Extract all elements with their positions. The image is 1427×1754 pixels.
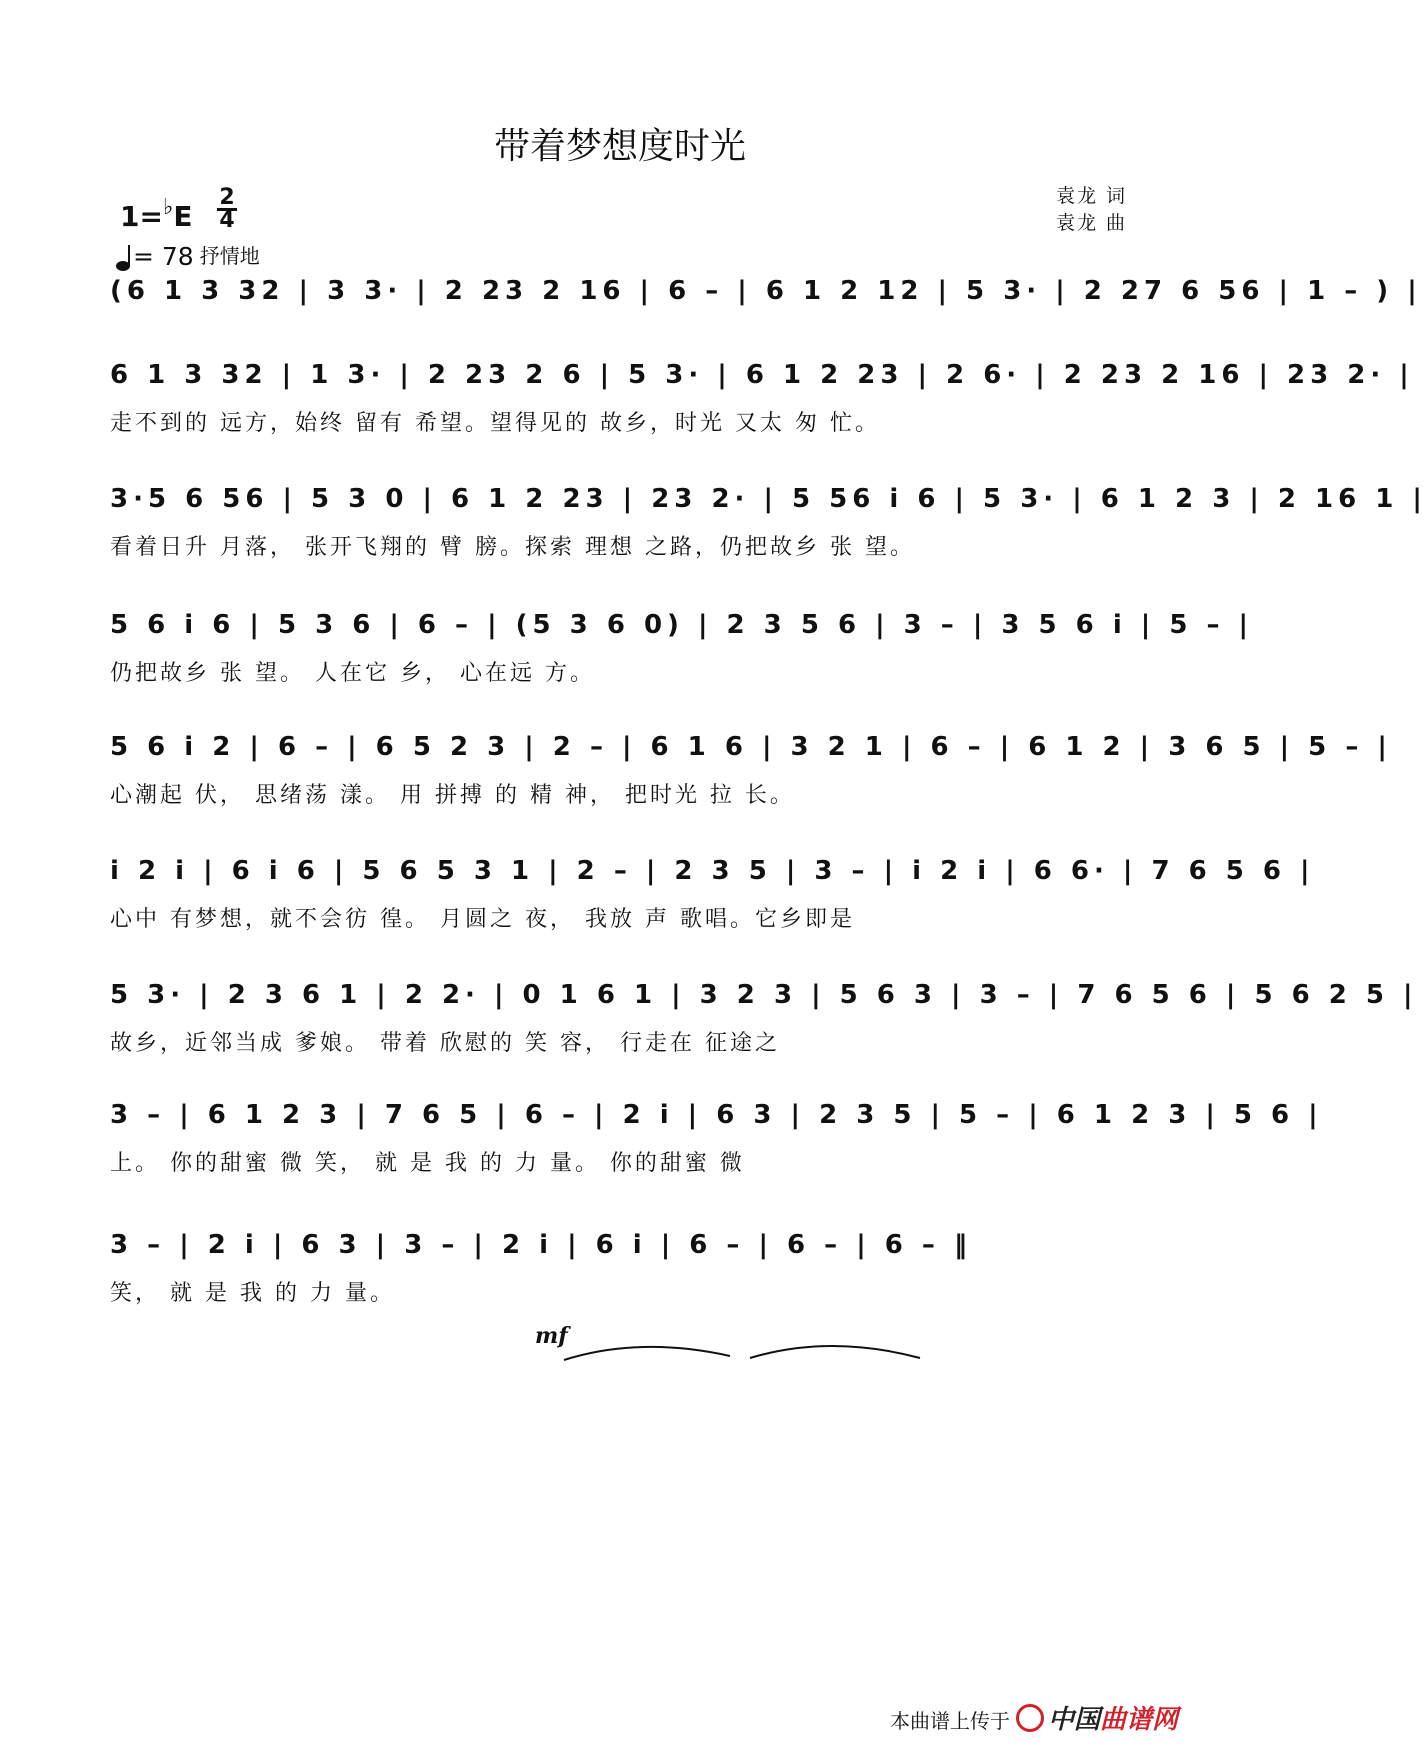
lyrics-row: 笑， 就 是 我 的 力 量。 — [110, 1281, 395, 1306]
site-logo-icon — [1016, 1704, 1044, 1732]
credits — [1056, 183, 1127, 237]
score-line-8 — [110, 1092, 1323, 1178]
time-bottom: 4 — [219, 208, 235, 233]
score-line-1 — [110, 268, 1422, 354]
key-note: E — [173, 200, 193, 233]
footer-credit — [890, 1699, 1178, 1736]
tempo-value: = 78 — [133, 242, 194, 271]
notation-row — [110, 476, 1427, 528]
notation-text: 3 – | 6 1 2 3 | 7 6 5 | 6 – | 2 i | 6 3 | 2 3 5 | 5 – | 6 1 2 3 | 5 6 | — [110, 1100, 1323, 1130]
site-brand[interactable] — [1048, 1705, 1178, 1735]
flat-symbol: ♭ — [162, 195, 174, 220]
lyrics-row: 走不到的 远方，始终 留有 希望。望得见的 故乡，时光 又太 匆 忙。 — [110, 411, 880, 436]
slur-arcs — [560, 1334, 940, 1364]
notation-row — [110, 972, 1418, 1024]
notation-row — [110, 1092, 1323, 1144]
score-line-2 — [110, 352, 1414, 438]
notation-text: 3·5 6 56 | 5 3 0 | 6 1 2 23 | 23 2· | 5 56 i 6 | 5 3· | 6 1 2 3 | 2 16 1 | — [110, 484, 1427, 514]
notation-text: (6 1 3 32 | 3 3· | 2 23 2 16 | 6 – | 6 1 2 12 | 5 3· | 2 27 6 56 | 1 – ) | — [110, 276, 1422, 306]
lyrics-row: 心中 有梦想，就不会彷 徨。 月圆之 夜， 我放 声 歌唱。它乡即是 — [110, 907, 855, 932]
notation-text: 5 6 i 6 | 5 3 6 | 6 – | (5 3 6 0) | 2 3 5 6 | 3 – | 3 5 6 i | 5 – | — [110, 610, 1254, 640]
key-prefix: 1= — [120, 200, 163, 233]
composer: 袁龙 曲 — [1055, 212, 1127, 234]
upload-text: 本曲谱上传于 — [889, 1709, 1010, 1733]
lyrics-row: 故乡，近邻当成 爹娘。 带着 欣慰的 笑 容， 行走在 征途之 — [110, 1031, 780, 1056]
lyrics-row: 看着日升 月落， 张开飞翔的 臂 膀。探索 理想 之路，仍把故乡 张 望。 — [110, 535, 915, 560]
score-line-9 — [110, 1222, 1130, 1308]
lyrics-row: 心潮起 伏， 思绪荡 漾。 用 拼搏 的 精 神， 把时光 拉 长。 — [110, 783, 795, 808]
brand-red: 曲谱网 — [1099, 1705, 1178, 1735]
lyrics-row: 仍把故乡 张 望。 人在它 乡， 心在远 方。 — [110, 661, 595, 686]
score-line-4 — [110, 602, 1254, 688]
notation-text: 6 1 3 32 | 1 3· | 2 23 2 6 | 5 3· | 6 1 2 23 | 2 6· | 2 23 2 16 | 23 2· | — [110, 360, 1414, 390]
score-line-3 — [110, 476, 1427, 562]
time-top: 2 — [219, 185, 235, 210]
score-line-7 — [110, 972, 1418, 1058]
song-title: 带着梦想度时光 — [493, 126, 746, 167]
lyricist: 袁龙 词 — [1055, 185, 1127, 207]
lyrics-row: 上。 你的甜蜜 微 笑， 就 是 我 的 力 量。 你的甜蜜 微 — [110, 1151, 745, 1176]
notation-row — [110, 268, 1422, 320]
score-line-6 — [110, 848, 1315, 934]
notation-row — [110, 1222, 1130, 1274]
time-signature — [215, 185, 239, 233]
notation-text: 5 6 i 2 | 6 – | 6 5 2 3 | 2 – | 6 1 6 | 3 2 1 | 6 – | 6 1 2 | 3 6 5 | 5 – | — [110, 732, 1392, 762]
notation-row — [110, 352, 1414, 404]
notation-row — [110, 602, 1254, 654]
tempo-expression: 抒情地 — [199, 244, 260, 268]
dynamic-marking: mf — [535, 1323, 568, 1349]
score-line-5 — [110, 724, 1392, 810]
lyrics-row — [110, 322, 1130, 354]
notation-text: 5 3· | 2 3 6 1 | 2 2· | 0 1 6 1 | 3 2 3 | 5 6 3 | 3 – | 7 6 5 6 | 5 6 2 5 | — [110, 980, 1418, 1010]
notation-row — [110, 848, 1315, 900]
notation-text: 3 – | 2 i | 6 3 | 3 – | 2 i | 6 i | 6 – | 6 – | 6 – ‖ — [110, 1230, 972, 1260]
notation-text: i 2 i | 6 i 6 | 5 6 5 3 1 | 2 – | 2 3 5 | 3 – | i 2 i | 6 6· | 7 6 5 6 | — [110, 856, 1315, 886]
key-signature — [120, 195, 192, 233]
brand-black: 中国 — [1047, 1705, 1100, 1735]
notation-row — [110, 724, 1392, 776]
